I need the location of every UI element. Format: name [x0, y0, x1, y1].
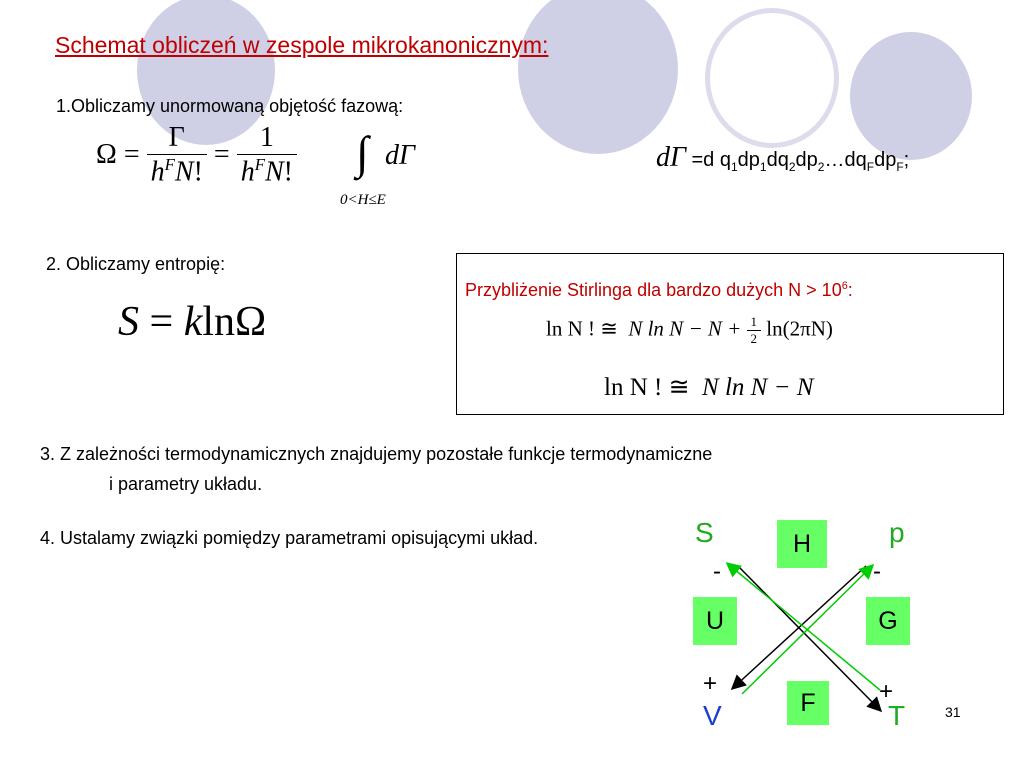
corner-p: p [889, 517, 905, 548]
box-G: G [866, 597, 910, 645]
stirling-line2: ln N ! ≅ N ln N − N [604, 374, 814, 401]
diagonal-green-2 [742, 566, 872, 694]
phase-dgamma: dΓ [656, 142, 686, 173]
box-H: H [777, 520, 827, 568]
omega-symbol: Ω [96, 139, 117, 171]
box-U: U [693, 597, 737, 645]
phase-expr: =d $q_1dp_1dq_2dp_2\dots dq_Fdp_F$; [691, 149, 910, 174]
integral-dgamma: dΓ [385, 140, 415, 171]
step1-text: 1.Obliczamy unormowaną objętość fazową: [56, 96, 404, 116]
page-number: 31 [945, 704, 961, 720]
step4-text: 4. Ustalamy związki pomiędzy parametrami opisującymi układ. [40, 528, 539, 548]
fraction-one-den: $h^FN$! [240, 155, 293, 188]
step3-line1: 3. Z zależności termodynamicznych znajdujemy pozostałe funkcje termodynamiczne [40, 444, 713, 464]
fraction-gamma-den: $h^FN$! [150, 155, 203, 188]
box-F: F [787, 681, 829, 725]
sign-top-right: - [873, 558, 881, 585]
equals-2: = [213, 139, 230, 171]
sign-top-left: - [713, 558, 721, 585]
corner-S: S [695, 517, 714, 548]
corner-V: V [703, 700, 722, 731]
stirling-line1: ln N ! ≅ N ln N − N + $\frac{1}{2}$ ln(2πN) [546, 314, 833, 346]
integral-limits: 0<H≤E [340, 192, 386, 208]
corner-T: T [888, 700, 906, 731]
sign-bottom-right: + [879, 678, 894, 705]
step2-text: 2. Obliczamy entropię: [46, 254, 226, 274]
fraction-one-num: 1 [237, 122, 297, 155]
entropy-formula: S = klnΩ [118, 299, 267, 345]
equals-1: = [123, 139, 140, 171]
sign-bottom-left: + [703, 670, 718, 697]
stirling-label: Przybliżenie Stirlinga dla bardzo dużych $N > 10^6$: [465, 280, 853, 300]
step3-line2: i parametry układu. [109, 474, 263, 494]
integral-sign: ∫ [356, 127, 369, 178]
fraction-gamma-num: Γ [147, 122, 207, 155]
slide-title: Schemat obliczeń w zespole mikrokanonicznym: [55, 32, 549, 58]
